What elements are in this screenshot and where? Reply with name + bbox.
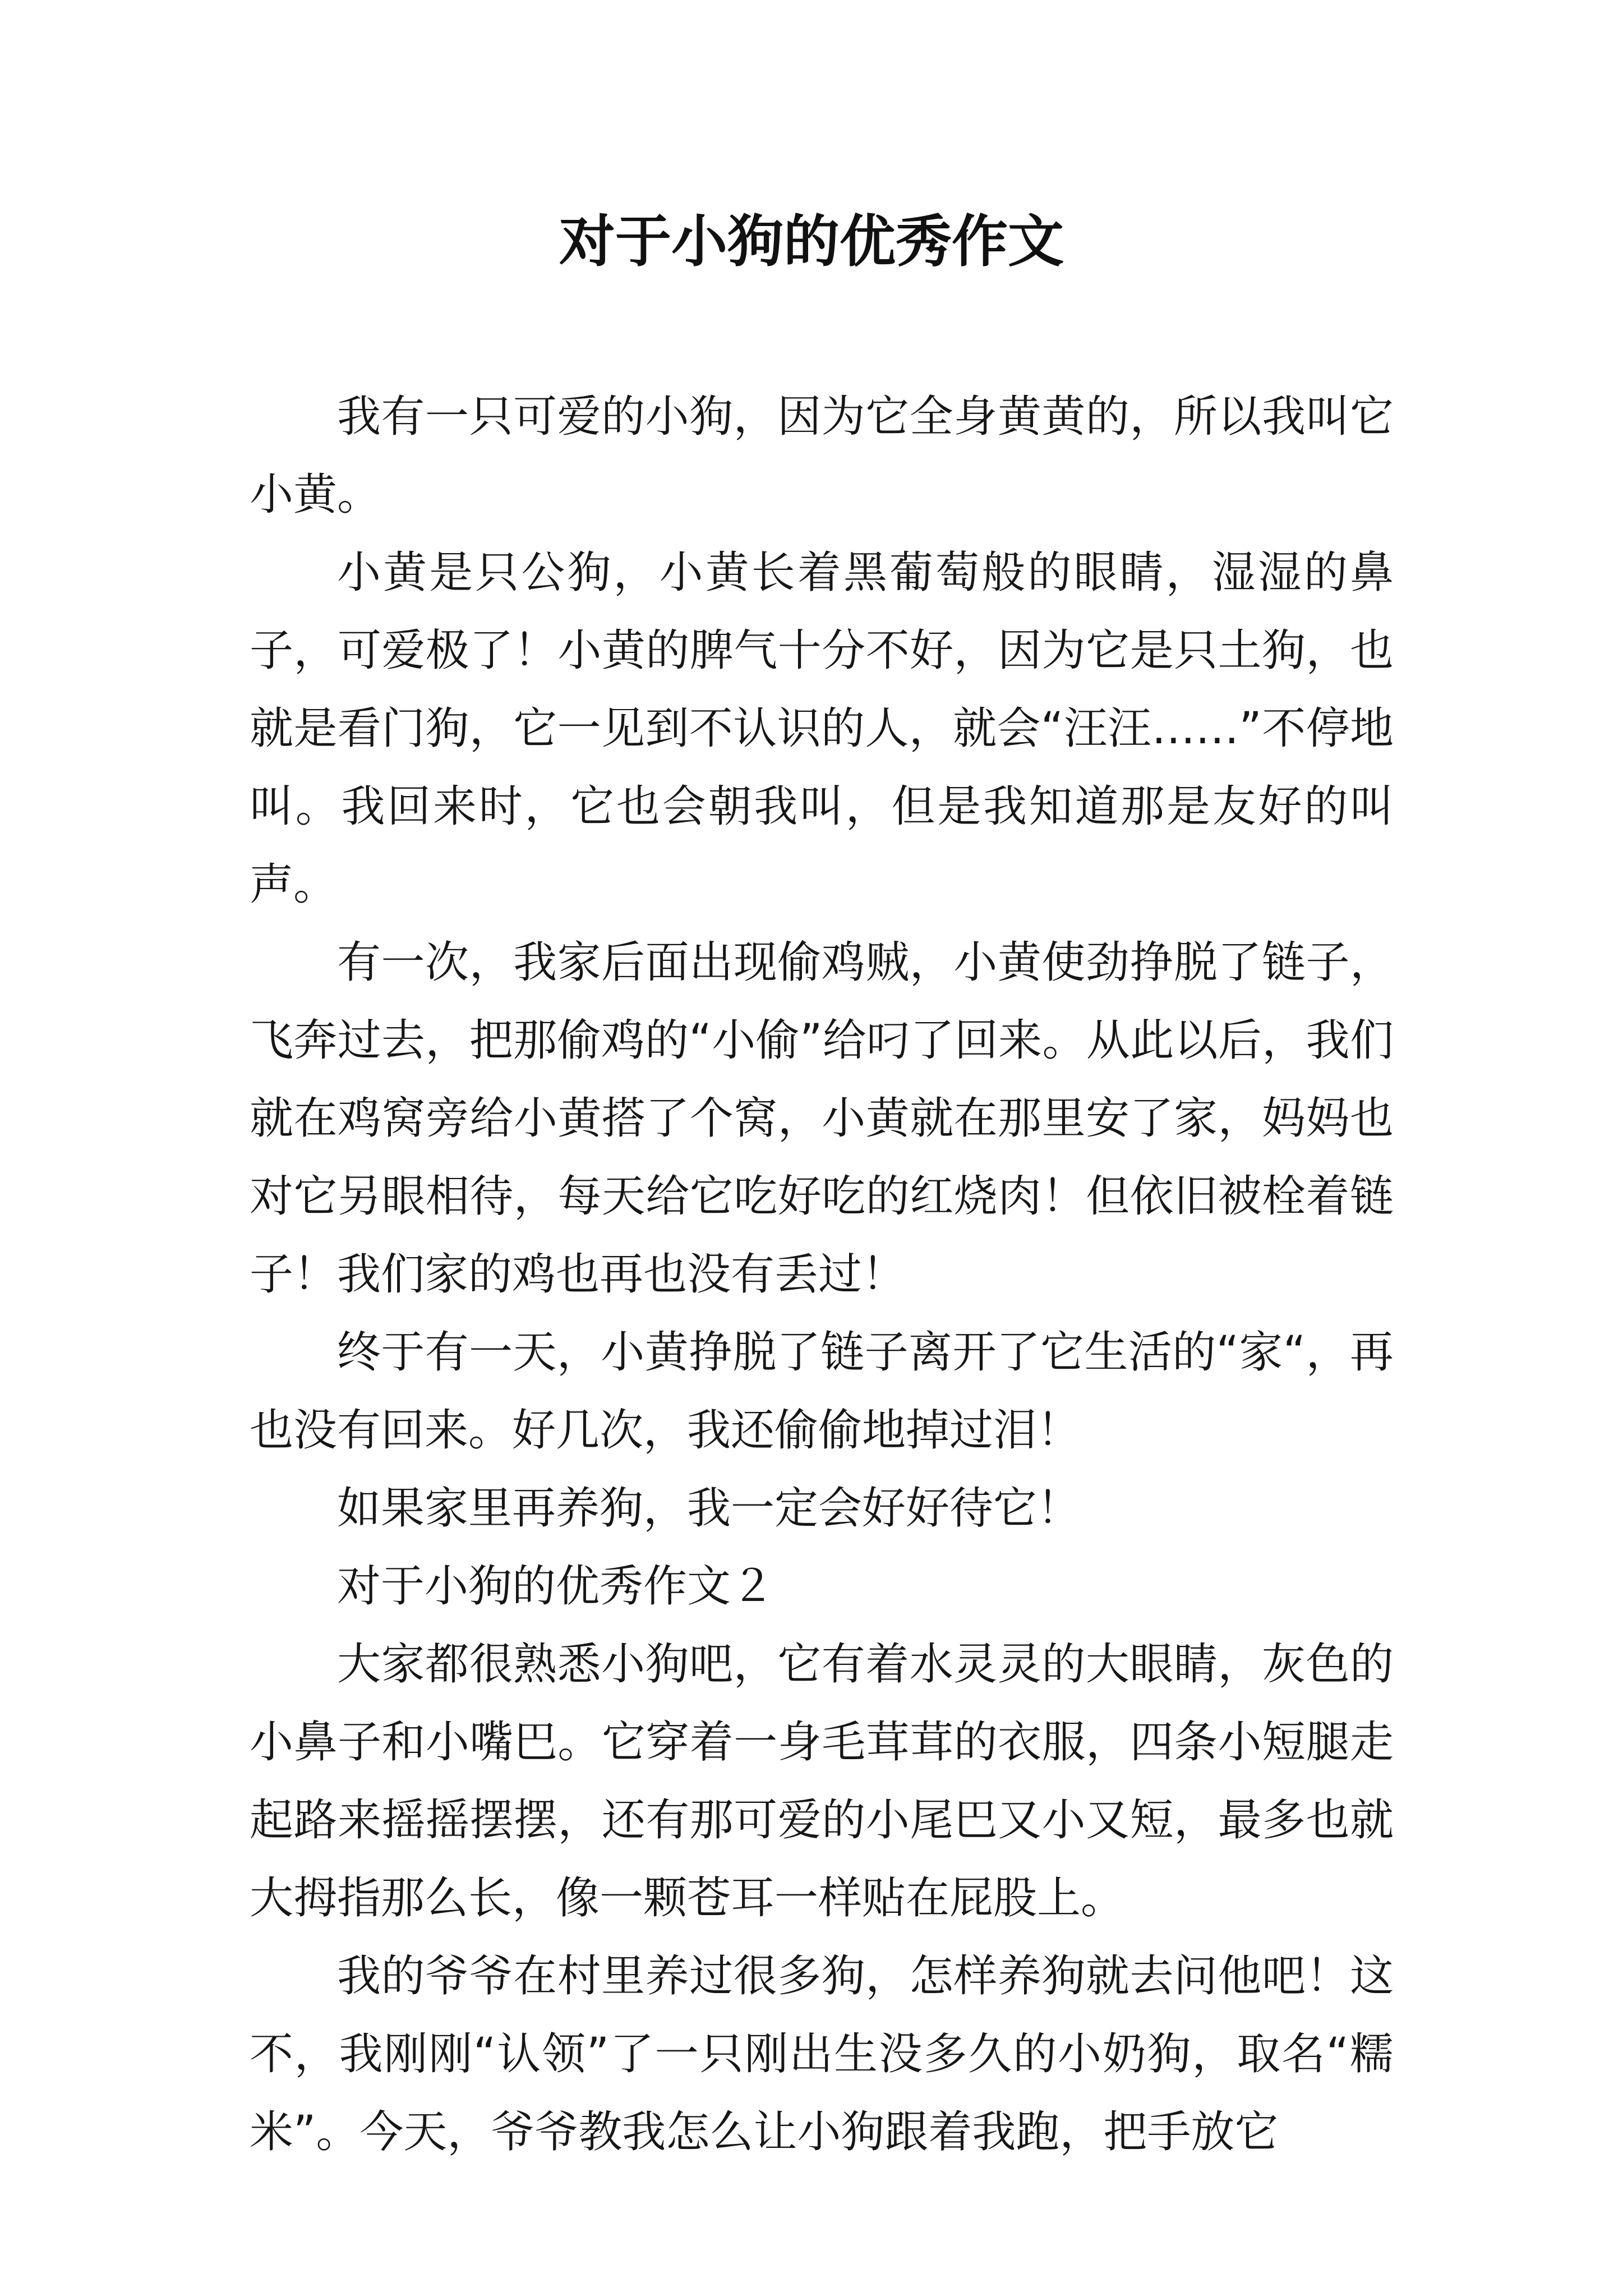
paragraph: 我有一只可爱的小狗，因为它全身黄黄的，所以我叫它小黄。 — [250, 392, 1394, 520]
paragraph: 大家都很熟悉小狗吧，它有着水灵灵的大眼睛，灰色的小鼻子和小嘴巴。它穿着一身毛茸茸的衣服，四条小短腿走起路来摇摇摆摆，还有那可爱的小尾巴又小又短，最多也就大拇指那么长，像一颗苍耳一样贴在屁股上。 — [250, 1639, 1394, 1924]
paragraph: 如果家里再养狗，我一定会好好待它！ — [337, 1483, 1081, 1534]
paragraph: 有一次，我家后面出现偷鸡贼，小黄使劲挣脱了链子，飞奔过去，把那偷鸡的“小偷”给叼了回来。从此以后，我们就在鸡窝旁给小黄搭了个窝，小黄就在那里安了家，妈妈也对它另眼相待，每天给它吃好吃的红烧肉！但依旧被栓着链子！我们家的鸡也再也没有丢过！ — [250, 937, 1394, 1300]
paragraph: 终于有一天，小黄挣脱了链子离开了它生活的“家“，再也没有回来。好几次，我还偷偷地掉过泪！ — [250, 1327, 1394, 1456]
document-title: 对于小狗的优秀作文 — [559, 208, 1064, 274]
paragraph: 我的爷爷在村里养过很多狗，怎样养狗就去问他吧！这不，我刚刚“认领”了一只刚出生没多久的小奶狗，取名“糯米”。今天，爷爷教我怎么让小狗跟着我跑，把手放它 — [250, 1951, 1394, 2157]
section-heading: 对于小狗的优秀作文２ — [337, 1561, 775, 1612]
paragraph: 小黄是只公狗，小黄长着黑葡萄般的眼睛，湿湿的鼻子，可爱极了！小黄的脾气十分不好，因为它是只土狗，也就是看门狗，它一见到不认识的人，就会“汪汪……”不停地叫。我回来时，它也会朝我叫，但是我知道那是友好的叫声。 — [250, 547, 1394, 910]
document-body — [250, 378, 1394, 2171]
